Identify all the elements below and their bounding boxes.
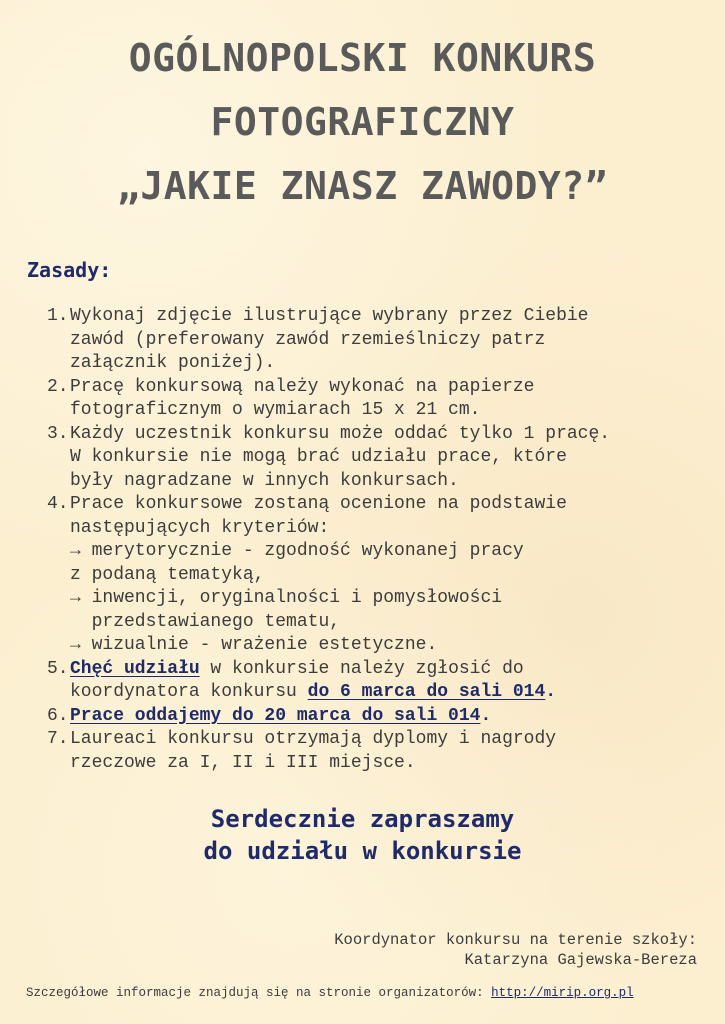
rule-line (70, 681, 705, 705)
rule-line: Wykonaj zdjęcie ilustrujące wybrany przez Ciebie (70, 306, 589, 326)
poster-title (0, 26, 725, 218)
rule-text: koordynatora konkursu (70, 682, 308, 702)
rule-line (70, 705, 705, 729)
rules-list (45, 305, 705, 775)
criterion-line: → inwencji, oryginalności i pomysłowości (70, 588, 503, 608)
title-line-3: „JAKIE ZNASZ ZAWODY?” (117, 164, 608, 208)
rule-number: 7. (47, 729, 69, 749)
footer (26, 986, 634, 1000)
criterion-line: z podaną tematyką, (70, 564, 265, 585)
rule-2 (45, 376, 705, 423)
coordinator-label: Koordynator konkursu na terenie szkoły: (334, 931, 697, 949)
rule-number: 4. (47, 494, 69, 514)
rule-line: rzeczowe za I, II i III miejsce. (70, 752, 416, 773)
rule-3 (45, 423, 705, 494)
rule-number: 5. (47, 658, 69, 679)
rule-line (70, 658, 705, 682)
rule-line: były nagradzane w innych konkursach. (70, 470, 459, 491)
rule-line: zawód (preferowany zawód rzemieślniczy patrz (70, 329, 546, 350)
invitation-line-1: Serdecznie zapraszamy (210, 805, 515, 833)
rule-number: 1. (47, 306, 69, 326)
deadline-highlight: do 6 marca do sali 014 (307, 682, 546, 702)
rule-1 (45, 305, 705, 376)
rule-line: Prace konkursowe zostaną ocenione na podstawie (70, 494, 567, 514)
rule-number: 6. (47, 705, 69, 726)
rule-number: 2. (47, 376, 69, 397)
rule-4 (45, 493, 705, 658)
rules-heading: Zasady: (27, 258, 112, 282)
rule-7 (45, 728, 705, 775)
coordinator-name: Katarzyna Gajewska-Bereza (464, 951, 697, 969)
highlight-text: Chęć udziału (70, 658, 200, 679)
rule-text: . (545, 682, 557, 702)
invitation-line-2: do udziału w konkursie (203, 837, 522, 865)
title-line-2: FOTOGRAFICZNY (210, 100, 515, 144)
rule-6 (45, 705, 705, 729)
criterion-line: → merytorycznie - zgodność wykonanej pracy (70, 541, 524, 561)
rule-line: Pracę konkursową należy wykonać na papierze (70, 376, 535, 397)
criterion-line: → wizualnie - wrażenie estetyczne. (70, 635, 438, 655)
rule-line: W konkursie nie mogą brać udziału prace, które (70, 447, 567, 467)
deadline-highlight: Prace oddajemy do 20 marca do sali 014 (70, 705, 481, 726)
rule-line: załącznik poniżej). (70, 353, 276, 373)
rule-line: Laureaci konkursu otrzymają dyplomy i nagrody (70, 729, 557, 749)
rule-text: . (480, 705, 492, 726)
organizer-link[interactable]: http://mirip.org.pl (491, 986, 634, 1000)
rule-number: 3. (47, 423, 69, 444)
rule-text: w konkursie należy zgłosić do (199, 658, 524, 679)
title-line-1: OGÓLNOPOLSKI KONKURS (128, 36, 597, 80)
rule-5 (45, 658, 705, 705)
rule-line: fotograficznym o wymiarach 15 x 21 cm. (70, 400, 481, 420)
rule-line: Każdy uczestnik konkursu może oddać tylko 1 pracę. (70, 423, 611, 444)
rule-line: następujących kryteriów: (70, 517, 330, 538)
invitation (0, 803, 725, 867)
criterion-line: przedstawianego tematu, (70, 611, 341, 632)
footer-text: Szczegółowe informacje znajdują się na stronie organizatorów: (26, 986, 492, 1000)
coordinator-info (334, 930, 697, 970)
